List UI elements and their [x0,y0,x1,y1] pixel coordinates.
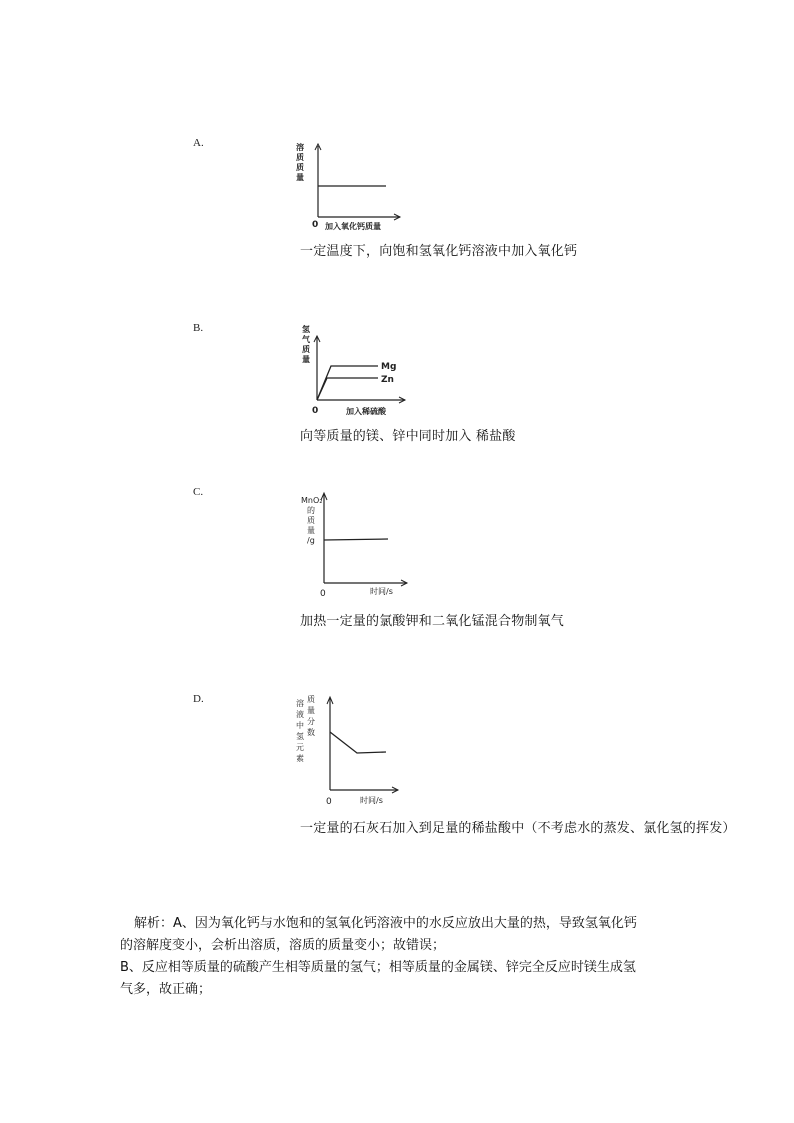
analysis-line: 解析：A、因为氧化钙与水饱和的氢氧化钙溶液中的水反应放出大量的热，导致氢氧化钙 [134,916,637,931]
option-b-letter: B. [193,322,204,334]
series-mg-label: Mg [381,362,397,372]
ylabel-char: 量 [307,526,315,535]
figure-b-graph [290,322,420,422]
ylabel-char: 量 [302,355,310,364]
ylabel-char: 质 [307,516,315,525]
ylabel-char: 质 [302,345,310,354]
x-axis-label: 时间/s [360,796,383,805]
ylabel-char: 气 [302,335,310,344]
ylabel-char: 氢 [302,325,310,334]
ylabel-char: 溶 [296,699,304,708]
x-axis-label: 加入氧化钙质量 [325,222,381,231]
ylabel-char: 元 [296,743,304,752]
ylabel-char: 量 [296,173,304,182]
ylabel-char: 质 [307,695,315,704]
option-c-caption: 加热一定量的氯酸钾和二氧化锰混合物制氧气 [300,614,565,629]
figure-c-graph [290,490,420,600]
series-zn-line [317,378,378,400]
analysis-line: 的溶解度变小，会析出溶质，溶质的质量变小；故错误； [120,938,446,953]
data-line [324,539,388,540]
analysis-block [120,913,690,1001]
ylabel-char: 质 [296,163,304,172]
series-mg-line [317,366,378,400]
analysis-line: 气多，故正确； [120,982,212,997]
figure-d-graph [290,690,420,810]
figure-a-graph [290,140,420,235]
ylabel-char: 溶 [296,143,304,152]
ylabel-char: /g [307,536,315,545]
series-zn-label: Zn [381,375,394,385]
ylabel-char: 氢 [296,732,304,741]
option-a-caption: 一定温度下，向饱和氢氧化钙溶液中加入氧化钙 [300,244,578,259]
x-axis-label: 时间/s [370,587,393,596]
ylabel-char: 数 [307,728,315,737]
ylabel-char: 中 [296,721,304,730]
origin-label: 0 [312,220,319,230]
data-line [330,732,386,753]
ylabel-char: 的 [307,506,315,515]
ylabel-char: 量 [307,706,315,715]
option-d-caption: 一定量的石灰石加入到足量的稀盐酸中（不考虑水的蒸发、氯化氢的挥发） [300,821,736,836]
x-axis-label: 加入稀硫酸 [346,407,386,416]
option-d-letter: D. [193,693,204,705]
ylabel-char: 分 [307,717,315,726]
ylabel-char: 素 [296,754,304,763]
origin-label: 0 [326,797,332,807]
option-b-caption: 向等质量的镁、锌中同时加入 稀盐酸 [300,429,516,444]
origin-label: 0 [312,406,319,416]
origin-label: 0 [320,589,326,599]
analysis-line: B、反应相等质量的硫酸产生相等质量的氢气；相等质量的金属镁、锌完全反应时镁生成氢 [120,960,636,975]
ylabel-char: 液 [296,710,304,719]
ylabel-char: 质 [296,153,304,162]
option-a-letter: A. [193,137,204,149]
ylabel-char: MnO₂ [301,496,323,505]
option-c-letter: C. [193,486,204,498]
